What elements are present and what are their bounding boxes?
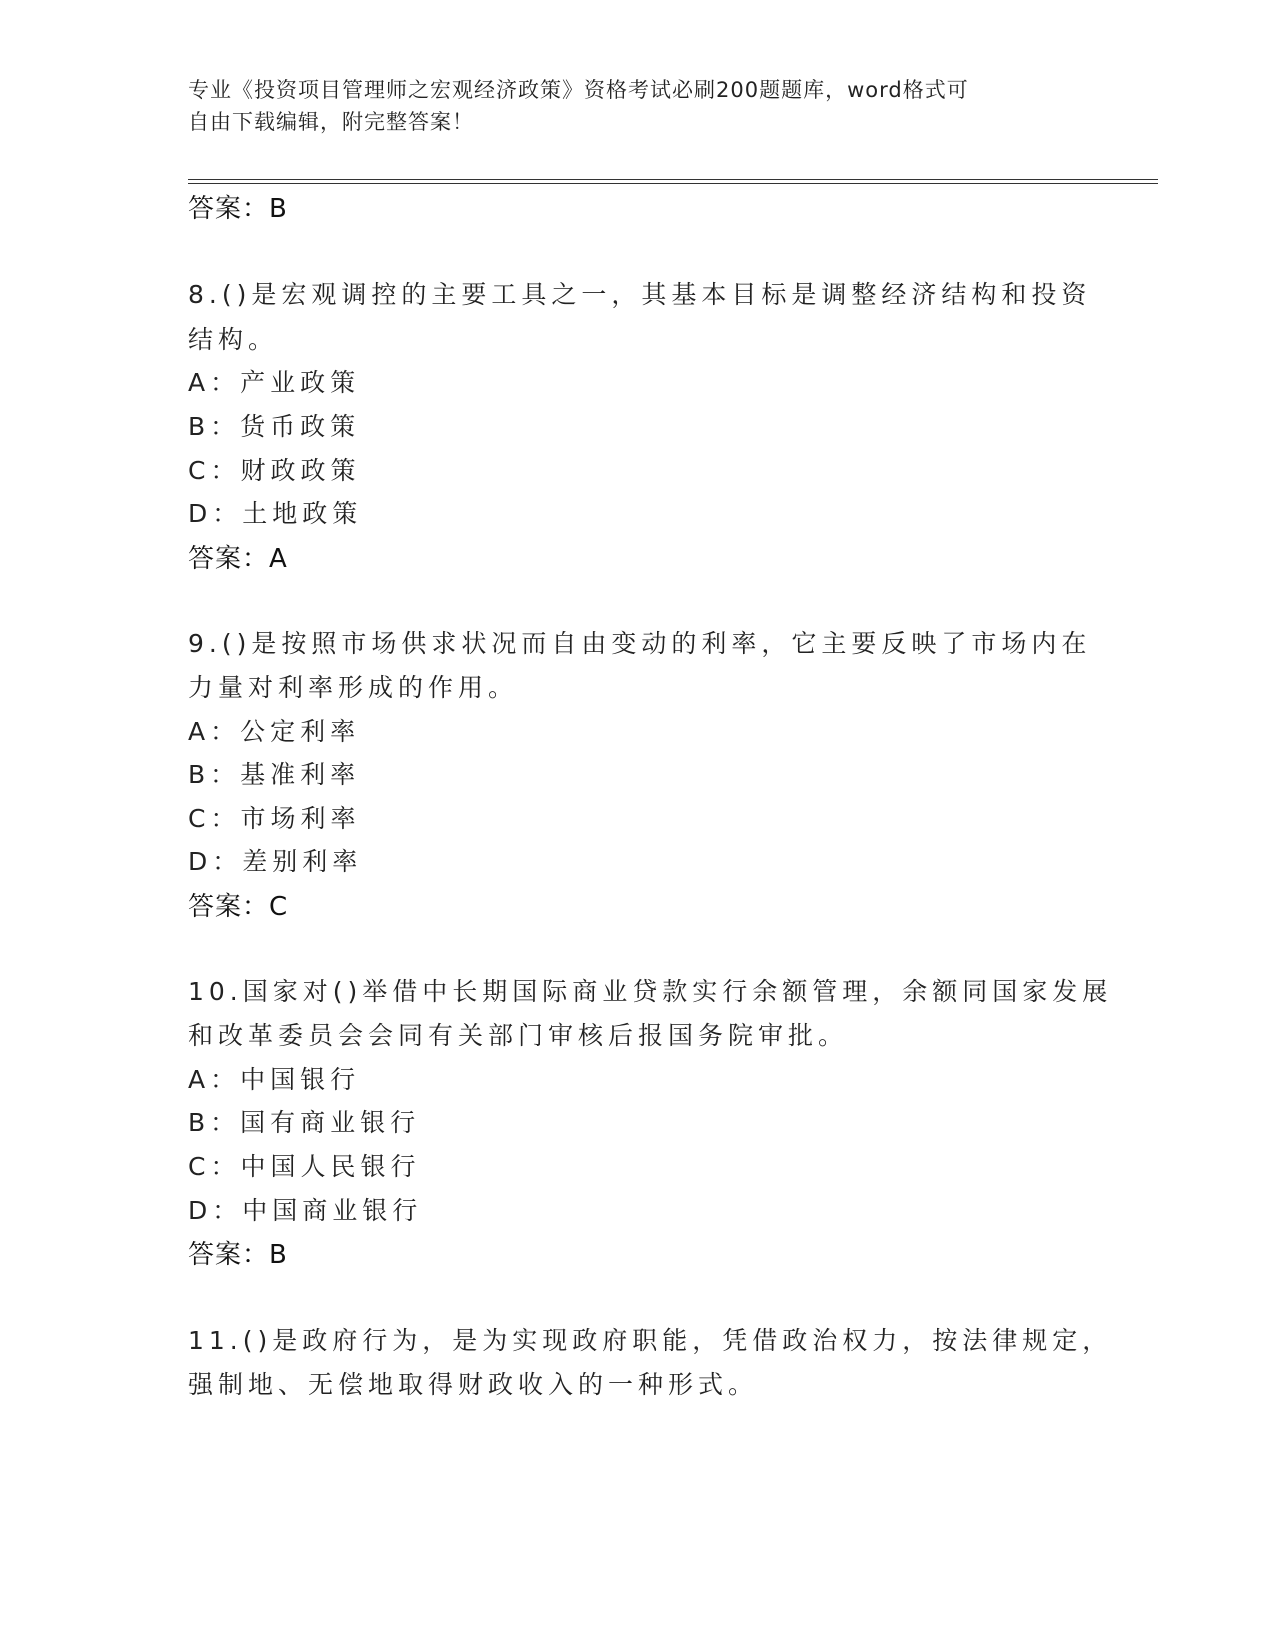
question-9-stem-line-1: 9.()是按照市场供求状况而自由变动的利率，它主要反映了市场内在	[188, 629, 1092, 658]
question-10-answer: 答案：B	[188, 1240, 288, 1270]
question-9-option-b: B：基准利率	[188, 760, 361, 789]
question-8-stem-line-2: 结构。	[188, 325, 279, 354]
question-8-stem-line-1: 8.()是宏观调控的主要工具之一，其基本目标是调整经济结构和投资	[188, 280, 1092, 309]
question-8-option-c: C：财政政策	[188, 456, 361, 485]
question-8-option-d: D：土地政策	[188, 499, 363, 528]
page-header	[188, 74, 1068, 138]
question-10-option-a: A：中国银行	[188, 1065, 361, 1094]
question-9-option-d: D：差别利率	[188, 847, 363, 876]
question-10-option-c: C：中国人民银行	[188, 1152, 421, 1181]
answer-prev: 答案：B	[188, 194, 288, 224]
question-8-option-a: A：产业政策	[188, 368, 361, 397]
header-divider-second	[188, 183, 1158, 184]
question-10-option-b: B：国有商业银行	[188, 1108, 421, 1137]
question-9-stem-line-2: 力量对利率形成的作用。	[188, 673, 519, 702]
question-8-option-b: B：货币政策	[188, 412, 361, 441]
header-line-1: 专业《投资项目管理师之宏观经济政策》资格考试必刷200题题库，word格式可	[188, 78, 969, 102]
question-11-stem-line-2: 强制地、无偿地取得财政收入的一种形式。	[188, 1370, 759, 1399]
question-10-stem-line-2: 和改革委员会会同有关部门审核后报国务院审批。	[188, 1021, 849, 1050]
header-line-2: 自由下载编辑，附完整答案！	[188, 110, 474, 134]
question-8-answer: 答案：A	[188, 544, 288, 574]
question-10-option-d: D：中国商业银行	[188, 1196, 423, 1225]
question-9-option-c: C：市场利率	[188, 804, 361, 833]
question-9-answer: 答案：C	[188, 892, 289, 922]
question-10-stem-line-1: 10.国家对()举借中长期国际商业贷款实行余额管理，余额同国家发展	[188, 977, 1113, 1006]
header-divider	[188, 179, 1158, 180]
question-9-option-a: A：公定利率	[188, 717, 361, 746]
question-11-stem-line-1: 11.()是政府行为，是为实现政府职能，凭借政治权力，按法律规定，	[188, 1326, 1113, 1355]
